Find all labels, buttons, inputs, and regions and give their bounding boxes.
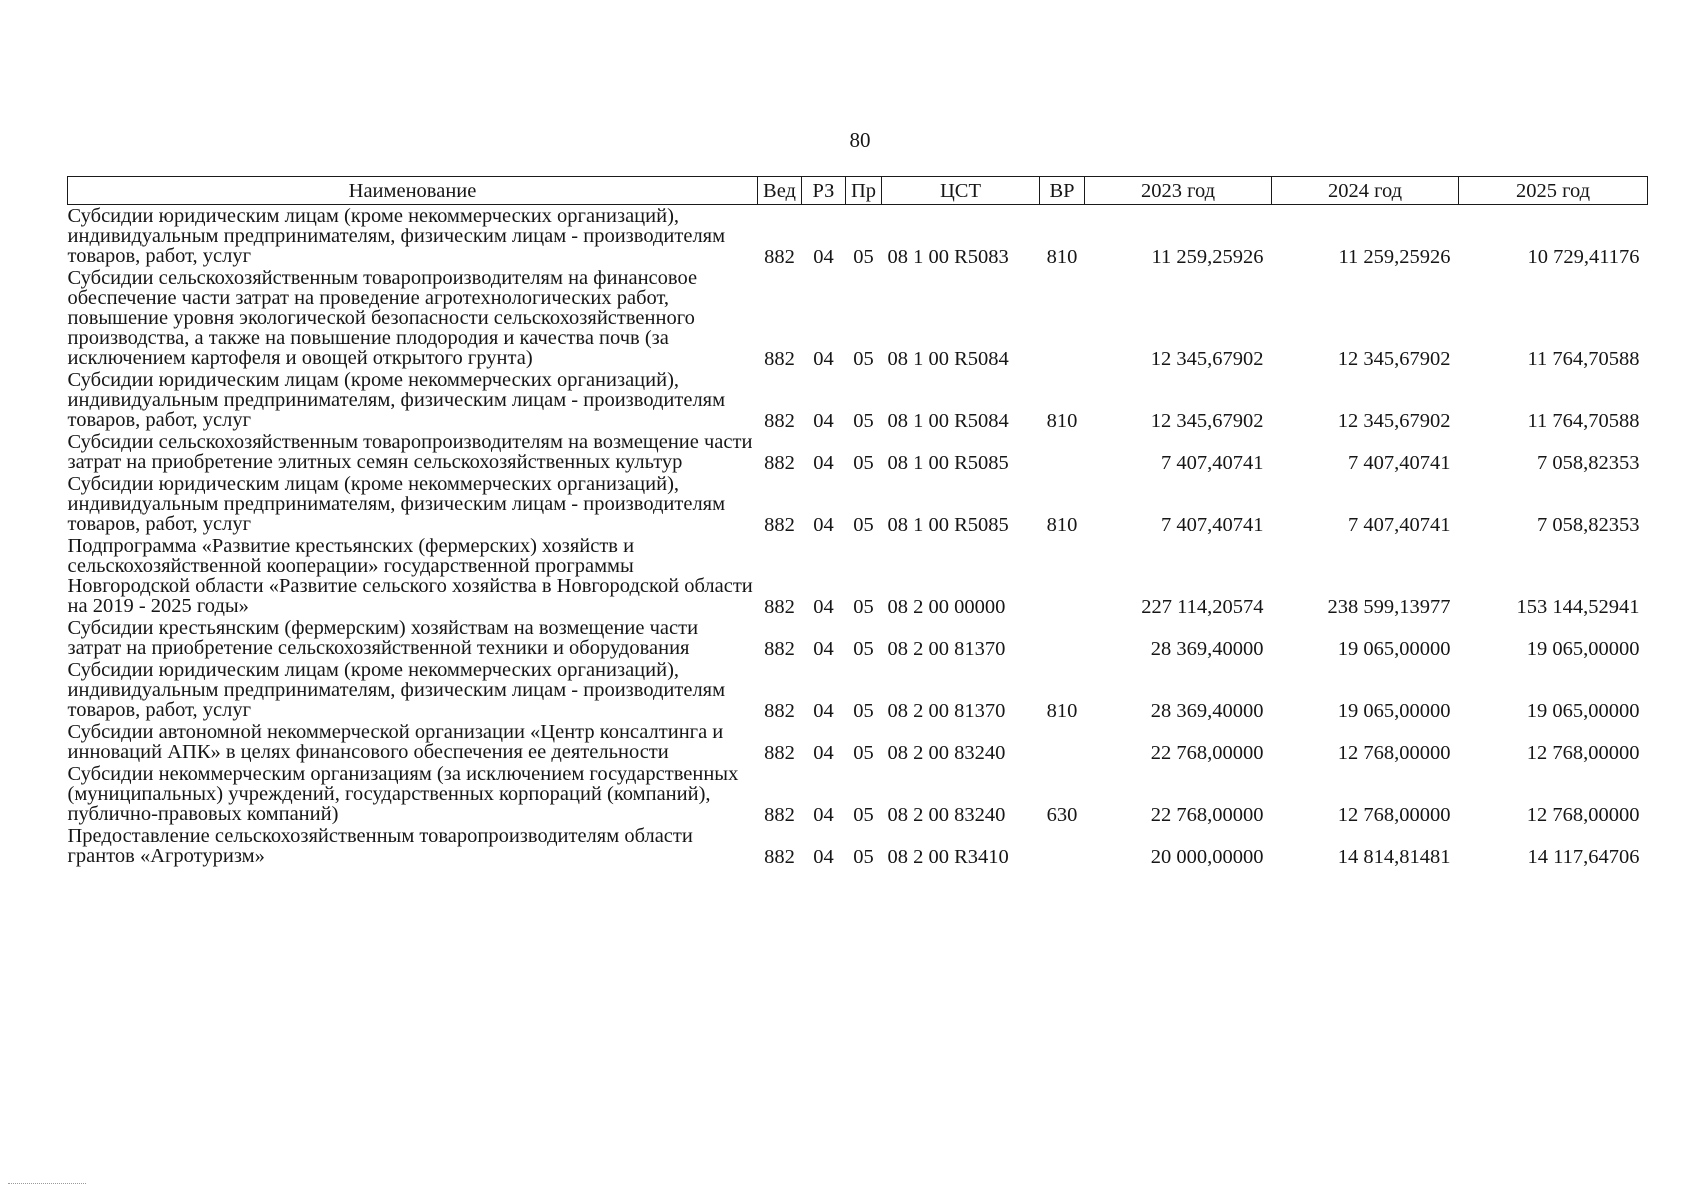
table-row xyxy=(68,535,1648,617)
row-name: Предоставление сельскохозяйственным товаропроизводителям области грантов «Агротуризм» xyxy=(67,825,693,867)
row-cst: 08 1 00 R5083 xyxy=(887,246,1009,268)
row-2023: 7 407,40741 xyxy=(1161,514,1264,536)
table-row xyxy=(68,205,1648,268)
row-2025: 7 058,82353 xyxy=(1537,452,1640,474)
row-ved: 882 xyxy=(764,246,795,268)
row-name: Субсидии юридическим лицам (кроме некоммерческих организаций), индивидуальным предпринимателям, физическим лицам - производителям товаров, работ, услуг xyxy=(67,473,726,535)
row-2025: 11 764,70588 xyxy=(1527,410,1640,432)
row-2023: 22 768,00000 xyxy=(1150,742,1264,764)
row-rz: 04 xyxy=(813,742,834,764)
scan-artifact-mark xyxy=(8,1183,86,1186)
row-name: Субсидии крестьянским (фермерским) хозяйствам на возмещение части затрат на приобретение сельскохозяйственной техники и оборудования xyxy=(67,617,699,659)
row-ved: 882 xyxy=(764,804,795,826)
row-ved: 882 xyxy=(764,348,795,370)
row-2024: 238 599,13977 xyxy=(1327,596,1451,618)
row-ved: 882 xyxy=(764,638,795,660)
table-row xyxy=(68,721,1648,763)
row-ved: 882 xyxy=(764,410,795,432)
row-2023: 11 259,25926 xyxy=(1151,246,1264,268)
row-name: Субсидии юридическим лицам (кроме некоммерческих организаций), индивидуальным предпринимателям, физическим лицам - производителям товаров, работ, услуг xyxy=(67,205,726,267)
table-row xyxy=(68,825,1648,867)
header-2025: 2025 год xyxy=(1459,177,1648,205)
row-vr xyxy=(1040,617,1085,659)
row-pr: 05 xyxy=(853,246,874,268)
row-pr: 05 xyxy=(853,742,874,764)
row-2025: 11 764,70588 xyxy=(1527,348,1640,370)
row-ved: 882 xyxy=(764,596,795,618)
row-2024: 19 065,00000 xyxy=(1337,638,1451,660)
row-vr: 810 xyxy=(1046,410,1078,432)
row-2023: 22 768,00000 xyxy=(1150,804,1264,826)
row-2023: 227 114,20574 xyxy=(1141,596,1264,618)
row-2023: 12 345,67902 xyxy=(1150,410,1264,432)
row-pr: 05 xyxy=(853,846,874,868)
row-2025: 153 144,52941 xyxy=(1516,596,1640,618)
row-cst: 08 2 00 83240 xyxy=(887,804,1006,826)
row-ved: 882 xyxy=(764,452,795,474)
row-pr: 05 xyxy=(853,348,874,370)
table-row xyxy=(68,763,1648,825)
row-2025: 12 768,00000 xyxy=(1526,742,1640,764)
row-name: Субсидии юридическим лицам (кроме некоммерческих организаций), индивидуальным предпринимателям, физическим лицам - производителям товаров, работ, услуг xyxy=(67,659,726,721)
row-rz: 04 xyxy=(813,700,834,722)
row-pr: 05 xyxy=(853,596,874,618)
row-ved: 882 xyxy=(764,514,795,536)
row-vr: 810 xyxy=(1046,514,1078,536)
row-2025: 12 768,00000 xyxy=(1526,804,1640,826)
table-row xyxy=(68,659,1648,721)
row-name: Субсидии сельскохозяйственным товаропроизводителям на финансовое обеспечение части затрат на проведение агротехнологических работ, повышение уровня экологической безопасности сельскохозяйственного производства, а также на повышение плодородия и качества почв (за исключением картофеля и овощей открытого грунта) xyxy=(67,267,698,369)
row-cst: 08 1 00 R5085 xyxy=(887,514,1009,536)
row-rz: 04 xyxy=(813,514,834,536)
header-pr: Пр xyxy=(846,177,882,205)
header-ved: Вед xyxy=(758,177,802,205)
row-vr xyxy=(1040,825,1085,867)
table-row xyxy=(68,267,1648,369)
row-2023: 7 407,40741 xyxy=(1161,452,1264,474)
row-cst: 08 2 00 81370 xyxy=(887,700,1006,722)
row-cst: 08 1 00 R5085 xyxy=(887,452,1009,474)
table-row xyxy=(68,473,1648,535)
row-2025: 7 058,82353 xyxy=(1537,514,1640,536)
row-pr: 05 xyxy=(853,638,874,660)
row-cst: 08 2 00 00000 xyxy=(887,596,1006,618)
row-ved: 882 xyxy=(764,846,795,868)
row-rz: 04 xyxy=(813,596,834,618)
row-pr: 05 xyxy=(853,410,874,432)
row-rz: 04 xyxy=(813,804,834,826)
row-2023: 28 369,40000 xyxy=(1150,700,1264,722)
row-rz: 04 xyxy=(813,348,834,370)
row-name: Субсидии юридическим лицам (кроме некоммерческих организаций), индивидуальным предпринимателям, физическим лицам - производителям товаров, работ, услуг xyxy=(67,369,726,431)
row-2024: 7 407,40741 xyxy=(1348,452,1451,474)
row-cst: 08 1 00 R5084 xyxy=(887,410,1009,432)
row-2024: 11 259,25926 xyxy=(1338,246,1451,268)
row-2023: 28 369,40000 xyxy=(1150,638,1264,660)
row-name: Подпрограмма «Развитие крестьянских (фермерских) хозяйств и сельскохозяйственной кооперации» государственной программы Новгородской области «Развитие сельского хозяйства в Новгородской области на 2019 - 2025 годы» xyxy=(67,535,753,617)
row-2024: 7 407,40741 xyxy=(1348,514,1451,536)
row-cst: 08 2 00 R3410 xyxy=(887,846,1009,868)
row-2025: 14 117,64706 xyxy=(1527,846,1640,868)
row-2024: 12 768,00000 xyxy=(1337,742,1451,764)
row-rz: 04 xyxy=(813,452,834,474)
row-pr: 05 xyxy=(853,700,874,722)
row-rz: 04 xyxy=(813,846,834,868)
row-2023: 12 345,67902 xyxy=(1150,348,1264,370)
row-vr: 630 xyxy=(1046,804,1078,826)
header-2024: 2024 год xyxy=(1272,177,1459,205)
row-vr: 810 xyxy=(1046,700,1078,722)
row-2025: 19 065,00000 xyxy=(1526,638,1640,660)
row-pr: 05 xyxy=(853,804,874,826)
row-rz: 04 xyxy=(813,638,834,660)
row-cst: 08 2 00 81370 xyxy=(887,638,1006,660)
row-vr xyxy=(1040,721,1085,763)
row-2024: 12 768,00000 xyxy=(1337,804,1451,826)
budget-table xyxy=(67,176,1648,867)
row-vr: 810 xyxy=(1046,246,1078,268)
page-number: 80 xyxy=(849,128,871,152)
row-2023: 20 000,00000 xyxy=(1150,846,1264,868)
table-row xyxy=(68,431,1648,473)
row-name: Субсидии сельскохозяйственным товаропроизводителям на возмещение части затрат на приобретение элитных семян сельскохозяйственных культур xyxy=(67,431,753,473)
row-pr: 05 xyxy=(853,514,874,536)
row-vr xyxy=(1040,267,1085,369)
row-cst: 08 2 00 83240 xyxy=(887,742,1006,764)
header-name: Наименование xyxy=(68,177,758,205)
table-header-row xyxy=(68,177,1648,205)
header-rz: РЗ xyxy=(802,177,846,205)
table-row xyxy=(68,369,1648,431)
row-name: Субсидии некоммерческим организациям (за исключением государственных (муниципальных) учреждений, государственных корпораций (компаний), публично-правовых компаний) xyxy=(67,763,739,825)
header-cst: ЦСТ xyxy=(882,177,1040,205)
table-row xyxy=(68,617,1648,659)
row-cst: 08 1 00 R5084 xyxy=(887,348,1009,370)
row-2025: 19 065,00000 xyxy=(1526,700,1640,722)
row-name: Субсидии автономной некоммерческой организации «Центр консалтинга и инноваций АПК» в целях финансового обеспечения ее деятельности xyxy=(67,721,724,763)
row-rz: 04 xyxy=(813,410,834,432)
row-2024: 12 345,67902 xyxy=(1337,348,1451,370)
row-rz: 04 xyxy=(813,246,834,268)
row-vr xyxy=(1040,431,1085,473)
row-ved: 882 xyxy=(764,742,795,764)
row-2024: 12 345,67902 xyxy=(1337,410,1451,432)
row-vr xyxy=(1040,535,1085,617)
row-pr: 05 xyxy=(853,452,874,474)
row-2024: 19 065,00000 xyxy=(1337,700,1451,722)
header-vr: ВР xyxy=(1040,177,1085,205)
row-ved: 882 xyxy=(764,700,795,722)
row-2025: 10 729,41176 xyxy=(1527,246,1640,268)
header-2023: 2023 год xyxy=(1085,177,1272,205)
row-2024: 14 814,81481 xyxy=(1337,846,1451,868)
